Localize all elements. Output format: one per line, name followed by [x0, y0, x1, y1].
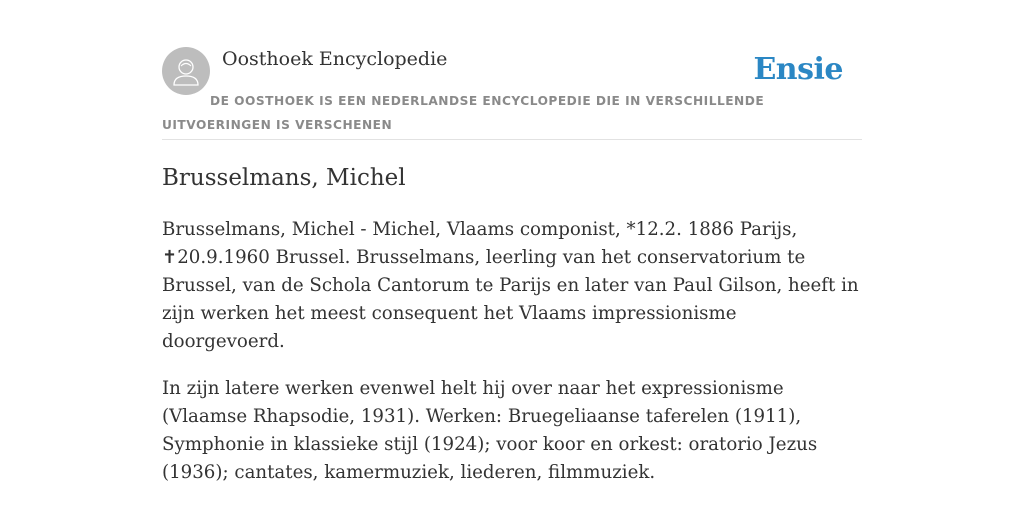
- avatar-silhouette: [162, 47, 210, 95]
- article-body: [162, 216, 862, 506]
- ensie-logo[interactable]: Ensie: [753, 52, 843, 87]
- source-header: [162, 0, 862, 140]
- article-paragraph-1: Brusselmans, Michel - Michel, Vlaams componist, *12.2. 1886 Parijs, ✝20.9.1960 Brussel. Brusselmans, leerling van het conservatorium te Brussel, van de Schola Cantorum te Parijs en later van Paul Gilson, heeft in zijn werken het meest consequent het Vlaams impressionisme doorgevoerd.: [162, 219, 859, 352]
- article-paragraph-2: In zijn latere werken evenwel helt hij over naar het expressionisme (Vlaamse Rhapsodie, 1931). Werken: Bruegeliaanse taferelen (1911), Symphonie in klassieke stijl (1924); voor koor en orkest: oratorio Jezus (1936); cantates, kamermuziek, liederen, filmmuziek.: [162, 378, 818, 483]
- page-container: [162, 0, 862, 483]
- user-avatar-icon[interactable]: [162, 47, 210, 95]
- article-title: Brusselmans, Michel: [162, 165, 406, 191]
- source-tagline: DE OOSTHOEK IS EEN NEDERLANDSE ENCYCLOPEDIE DIE IN VERSCHILLENDE UITVOERINGEN IS VERSCHENEN: [162, 94, 765, 132]
- source-name-link[interactable]: Oosthoek Encyclopedie: [222, 48, 448, 70]
